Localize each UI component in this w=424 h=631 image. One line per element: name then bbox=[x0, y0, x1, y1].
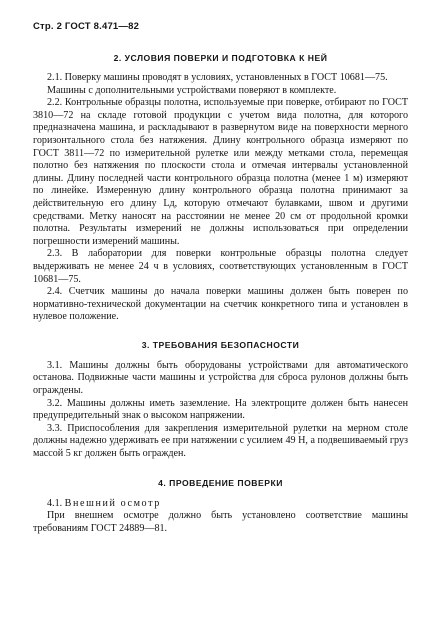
paragraph-2-2: 2.2. Контрольные образцы полотна, используемые при поверке, отбирают по ГОСТ 3810—72 на складе готовой продукции с учетом вида полотна, для которого предназначена машина, и раскладывают в развернутом виде на поверхности мерного горизонтального стола без натяжения. Длину контрольного образца измеряют по ГОСТ 3811—72 по измерительной рулетке или между метками стола, перемещая полотно без натяжения по плоскости стола и отмечая интервалы установленной длины. Длину последней части контрольного образца полотна (менее 1 м) измеряют по линейке. Измеренную длину контрольного образца полотна принимают за действительную его длину Lд, которую отмечают булавками, швом и другими средствами. Метку наносят на расстоянии не менее 20 см от продольной кромки полотна. Результаты измерений не должны использоваться при определении погрешности измерений машины. bbox=[33, 97, 408, 247]
paragraph-2-1: 2.1. Поверку машины проводят в условиях, установленных в ГОСТ 10681—75. bbox=[47, 72, 388, 83]
paragraph-3-2: 3.2. Машины должны иметь заземление. На электрощите должен быть нанесен предупредительный знак о высоком напряжении. bbox=[33, 397, 408, 422]
section-title: 4. ПРОВЕДЕНИЕ ПОВЕРКИ bbox=[158, 477, 283, 488]
paragraph-3-1: 3.1. Машины должны быть оборудованы устройствами для автоматического останова. Подвижные части машины и устройства для сброса рулонов должны быть ограждены. bbox=[33, 359, 408, 397]
section-title: 3. ТРЕБОВАНИЯ БЕЗОПАСНОСТИ bbox=[141, 339, 300, 350]
page-header: Стр. 2 ГОСТ 8.471—82 bbox=[33, 21, 140, 32]
paragraph-4-1: При внешнем осмотре должно быть установлено соответствие машины требованиям ГОСТ 24889—81. bbox=[33, 510, 408, 534]
subheading-label: Внешний осмотр bbox=[64, 497, 161, 509]
section-safety bbox=[33, 339, 408, 461]
subheading-4-1 bbox=[33, 498, 408, 511]
section-verification bbox=[33, 477, 408, 536]
paragraph-2-1-equipment: Машины с дополнительными устройствами поверяют в комплекте. bbox=[47, 84, 337, 96]
section-title: 2. УСЛОВИЯ ПОВЕРКИ И ПОДГОТОВКА К НЕЙ bbox=[113, 53, 328, 63]
paragraph-3-3: 3.3. Приспособления для закрепления измерительной рулетки на мерном столе должны надежно удерживать ее при натяжении с усилием 49 Н, а подвешиваемый груз массой 5 кг должен быть огражден. bbox=[33, 422, 408, 460]
paragraph-2-3: 2.3. В лаборатории для поверки контрольные образцы полотна следует выдерживать не менее 24 ч в условиях, соответствующих установленным в ГОСТ 10681—75. bbox=[33, 248, 408, 285]
paragraph-2-4: 2.4. Счетчик машины до начала поверки машины должен быть поверен по нормативно-технической документации на счетчик конкретного типа и установлен в нулевое положение. bbox=[33, 286, 408, 323]
section-conditions bbox=[33, 52, 408, 324]
subheading-number: 4.1. bbox=[47, 497, 63, 509]
